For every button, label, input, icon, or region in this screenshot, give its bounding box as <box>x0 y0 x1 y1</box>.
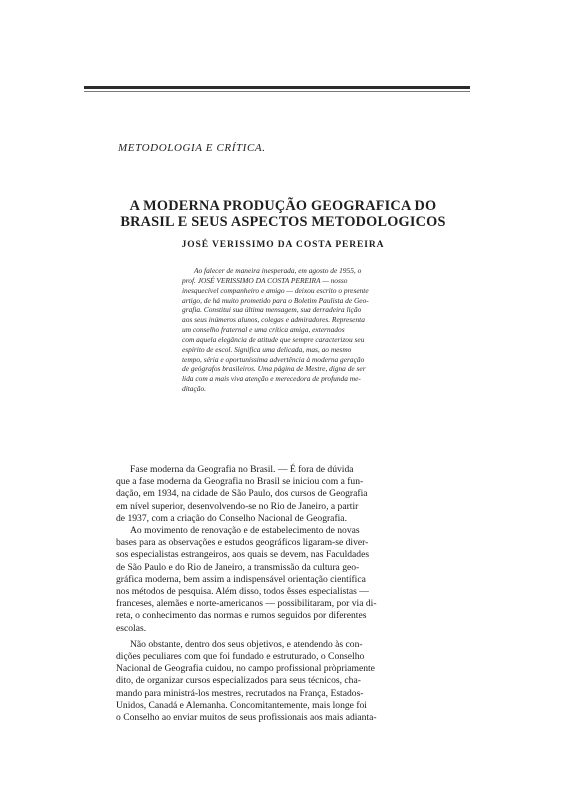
note-line: grafia. Constitui sua última mensagem, sua derradeira lição <box>182 305 362 315</box>
note-line: tempo, séria e oportuníssima advertência à moderna geração <box>182 354 365 364</box>
article-title <box>116 198 450 230</box>
body-line: dito, de organizar cursos especializados para seus técnicos, cha- <box>116 675 361 687</box>
body-line: reta, o conhecimento das normas e rumos seguidos por diferentes <box>116 610 367 622</box>
note-line: com aquela elegância de atitude que sempre caracterizou seu <box>182 334 365 344</box>
body-line: dação, em 1934, na cidade de São Paulo, dos cursos de Geografia <box>116 488 368 500</box>
body-line: que a fase moderna da Geografia no Brasil se iniciou com a fun- <box>116 476 364 488</box>
body-line: bases para as observações e estudos geográficos ligaram-se diver- <box>116 537 369 549</box>
note-line: lida com a mais viva atenção e merecedora de profunda me- <box>182 374 361 384</box>
body-line: Fase moderna da Geografia no Brasil. — É fora de dúvida <box>130 464 354 475</box>
note-line: um conselho fraternal e uma crítica amiga, externados <box>182 325 345 335</box>
note-line: artigo, de há muito prometido para o Boletim Paulista de Geo- <box>182 295 369 305</box>
body-line: dições peculiares com que foi fundado e estruturado, o Conselho <box>116 651 365 663</box>
article-body <box>116 464 443 724</box>
body-line: Nacional de Geografia cuidou, no campo profissional pròpriamente <box>116 663 375 675</box>
note-line: de geógrafos brasileiros. Uma página de Mestre, digna de ser <box>182 364 366 374</box>
body-line: Unidos, Canadá e Alemanha. Concomitantemente, mais longe foi <box>116 699 367 711</box>
note-line: espírito de escol. Significa uma delicada, mas, ao mesmo <box>182 344 352 354</box>
body-line: sos especialistas estrangeiros, aos quais se devem, nas Faculdades <box>116 549 370 561</box>
editorial-note <box>182 266 406 394</box>
body-line: o Conselho ao enviar muitos de seus profissionais aos mais adianta- <box>116 712 377 724</box>
note-line: ditação. <box>182 384 207 394</box>
section-heading: METODOLOGIA E CRÍTICA. <box>118 142 266 154</box>
body-line: Não obstante, dentro dos seus objetivos, e atendendo às con- <box>130 638 363 650</box>
body-line: franceses, alemães e norte-americanos — possibilitaram, por via di- <box>116 598 377 610</box>
note-line: inesquecível companheiro e amigo — deixou escrito o presente <box>182 285 369 295</box>
article-title-line: A MODERNA PRODUÇÃO GEOGRAFICA DO <box>129 198 437 214</box>
body-line: em nível superior, desenvolvendo-se no Rio de Janeiro, a partir <box>116 500 359 512</box>
note-line: prof. JOSÉ VERISSIMO DA COSTA PEREIRA — nosso <box>182 275 348 285</box>
article-title-line: BRASIL E SEUS ASPECTOS METODOLOGICOS <box>120 214 446 230</box>
body-line: escolas. <box>116 622 147 634</box>
body-line: mando para ministrá-los mestres, recrutados na França, Estados- <box>116 687 364 699</box>
note-line: Ao falecer de maneira inesperada, em agosto de 1955, o <box>194 266 362 275</box>
body-line: gráfica moderna, bem assim a indispensável orientação científica <box>116 573 366 585</box>
body-line: de São Paulo e do Rio de Janeiro, a transmissão da cultura geo- <box>116 561 360 573</box>
body-line: de 1937, com a criação do Conselho Nacional de Geografia. <box>116 512 347 524</box>
body-line: nos métodos de pesquisa. Além disso, todos êsses especialistas — <box>116 586 369 598</box>
header-rule-thin <box>84 91 470 92</box>
header-rule <box>84 86 470 89</box>
note-line: aos seus inúmeros alunos, colegas e admiradores. Representa <box>182 315 365 325</box>
body-line: Ao movimento de renovação e de estabelecimento de novas <box>130 525 360 537</box>
article-author: JOSÉ VERISSIMO DA COSTA PEREIRA <box>181 240 385 250</box>
